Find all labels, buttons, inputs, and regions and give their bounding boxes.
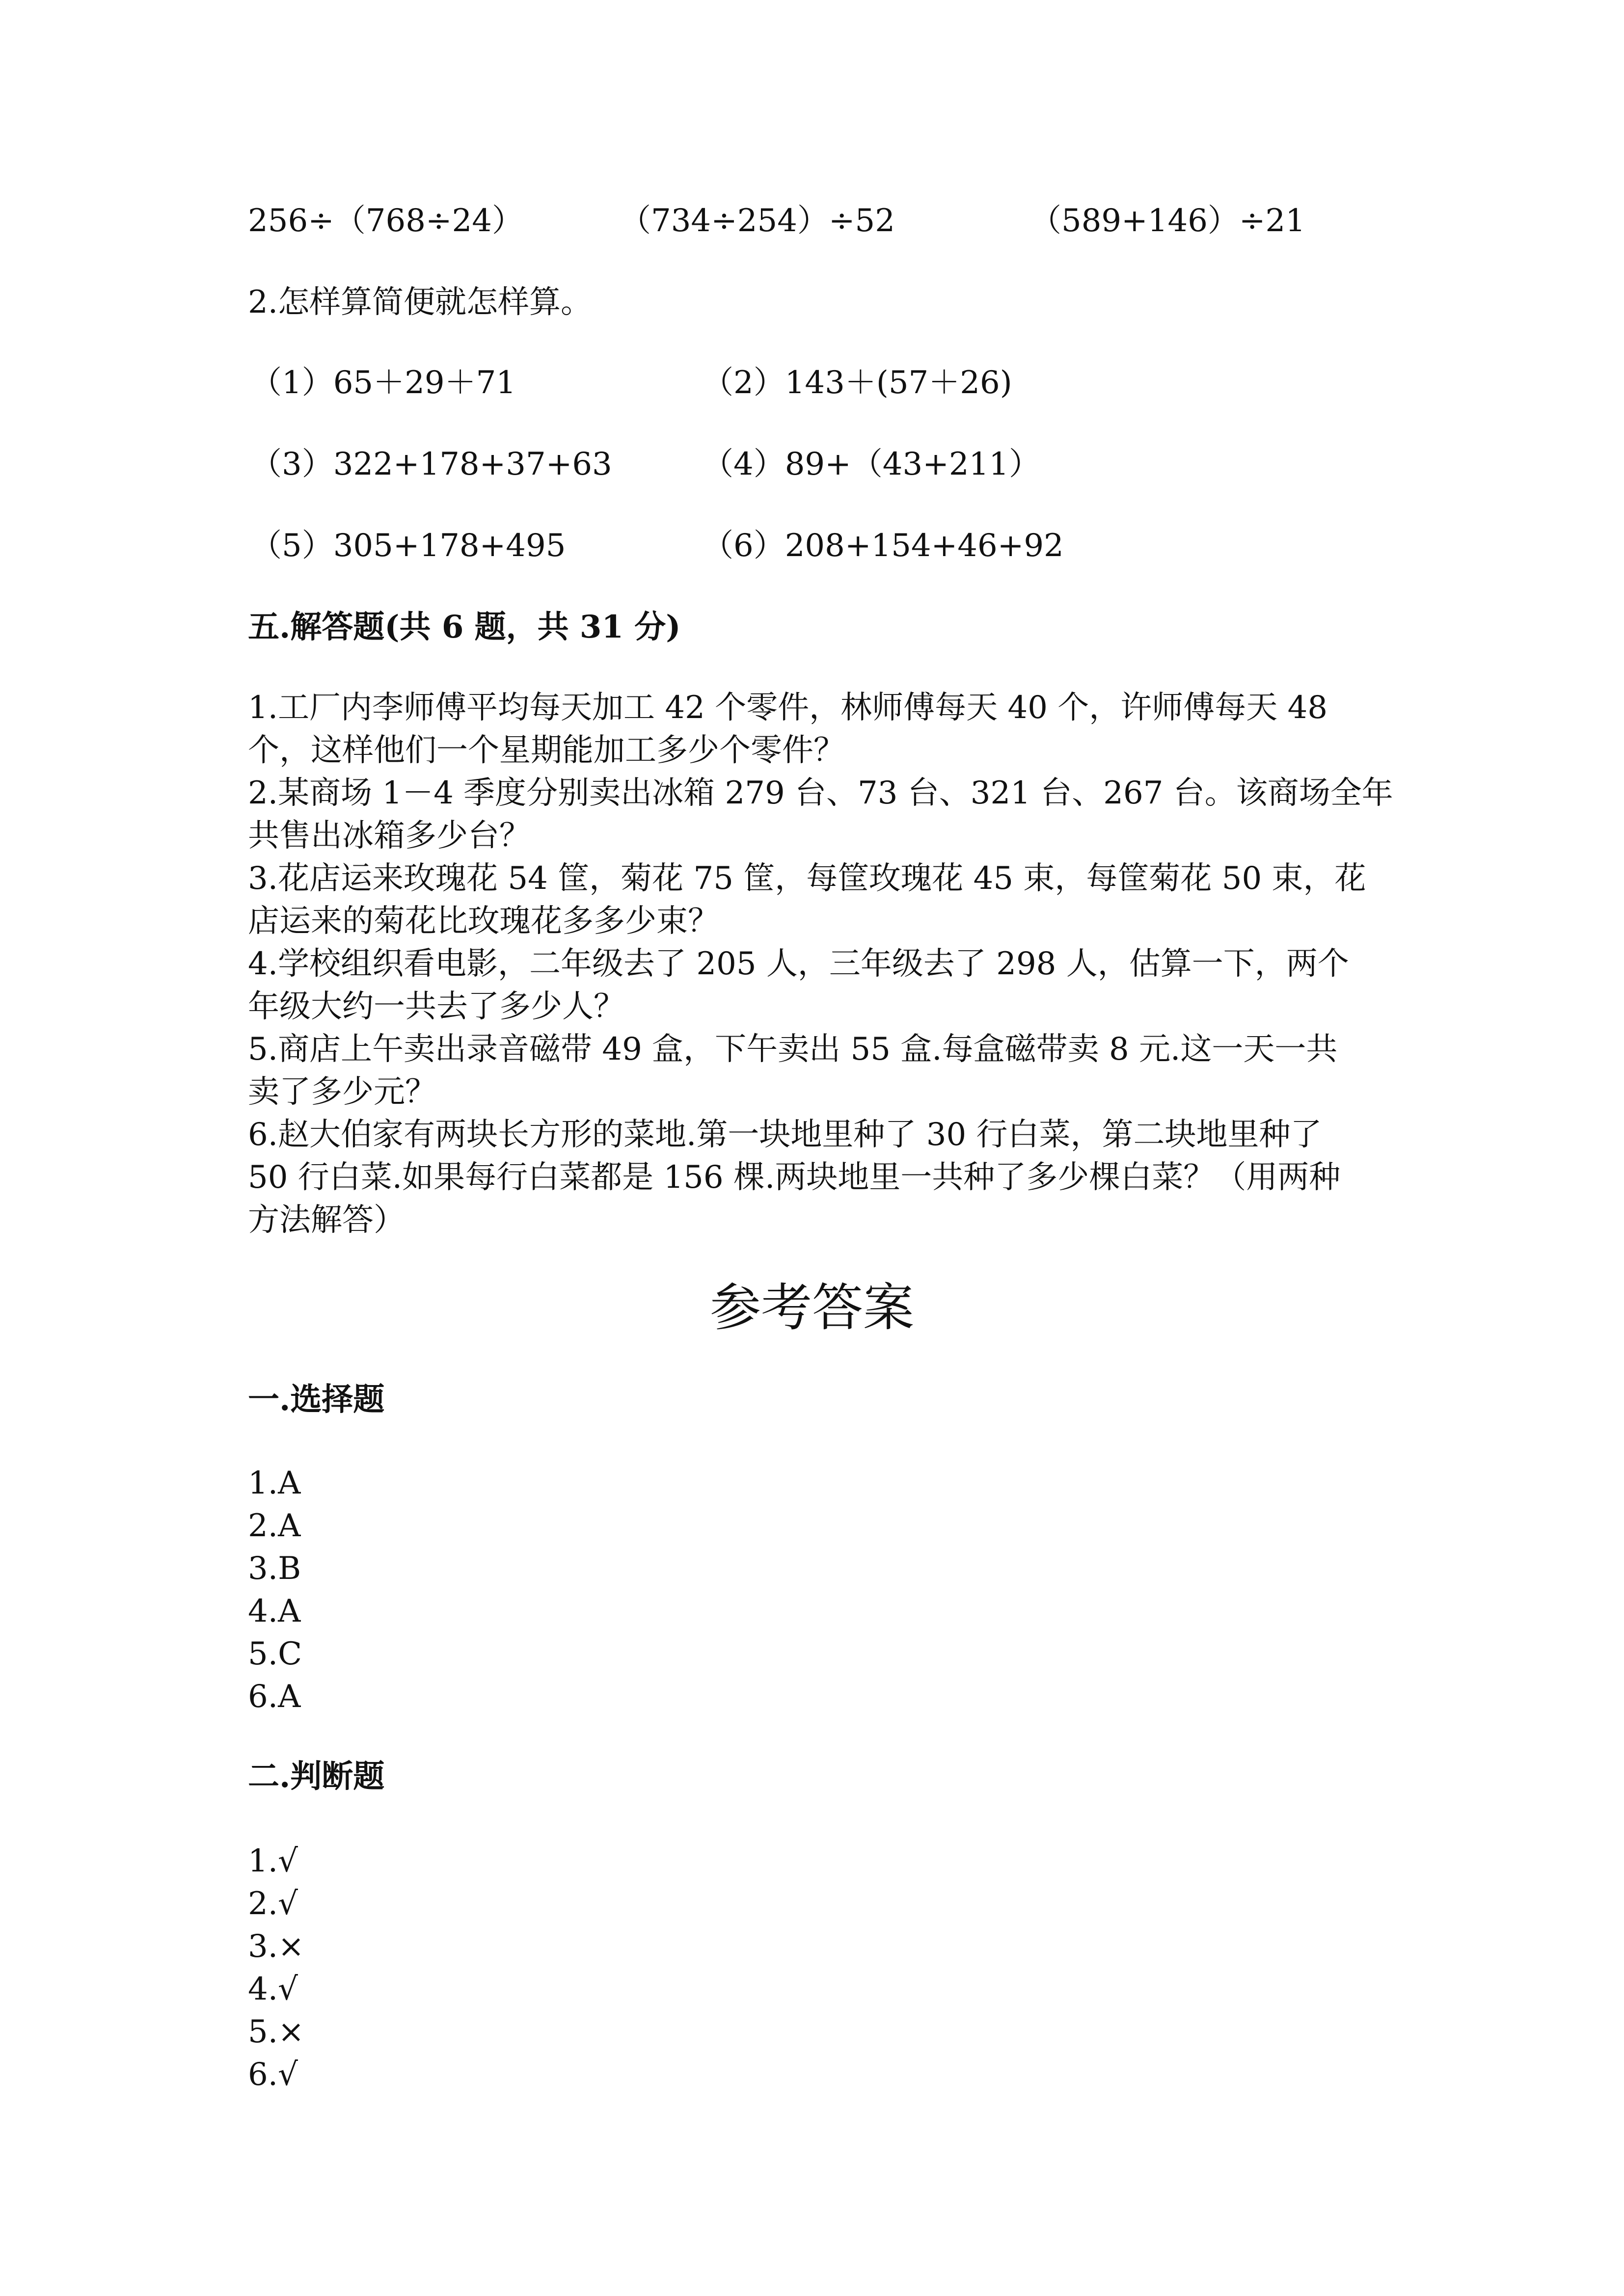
section5-line: 2.某商场 1－4 季度分别卖出冰箱 279 台、73 台、321 台、267 台。该商场全年 [248, 775, 1393, 811]
answer-item: 2.A [248, 1508, 301, 1544]
answers-section2-heading: 二.判断题 [248, 1758, 385, 1795]
q2-item-3: （3）322+178+37+63 [250, 446, 612, 482]
answer-item: 3.B [248, 1550, 301, 1587]
answer-item: 1.A [248, 1465, 301, 1501]
answer-item: 5.C [248, 1636, 302, 1672]
q2-heading: 2.怎样算简便就怎样算。 [248, 284, 593, 320]
q2-item-4: （4）89+（43+211） [702, 446, 1040, 482]
answer-item: 6.A [248, 1679, 301, 1715]
section5-line: 共售出冰箱多少台？ [248, 818, 531, 854]
section5-line: 50 行白菜.如果每行白菜都是 156 棵.两块地里一共种了多少棵白菜？（用两种 [248, 1159, 1341, 1196]
q2-item-1: （1）65＋29＋71 [250, 365, 516, 401]
q2-item-6: （6）208+154+46+92 [702, 528, 1064, 564]
top-expression-2: （734÷254）÷52 [620, 203, 895, 239]
section5-line: 5.商店上午卖出录音磁带 49 盒，下午卖出 55 盒.每盒磁带卖 8 元.这一天一共 [248, 1031, 1338, 1068]
section5-line: 4.学校组织看电影，二年级去了 205 人，三年级去了 298 人，估算一下，两个 [248, 946, 1349, 982]
section5-line: 店运来的菊花比玫瑰花多多少束？ [248, 903, 719, 939]
top-expression-1: 256÷（768÷24） [248, 203, 523, 239]
section5-line: 方法解答） [248, 1202, 405, 1238]
answer-item: 1.√ [248, 1843, 298, 1879]
answer-item: 5.× [248, 2014, 304, 2050]
section5-line: 3.花店运来玫瑰花 54 筐，菊花 75 筐，每筐玫瑰花 45 束，每筐菊花 50 束，花 [248, 860, 1366, 897]
answer-item: 4.√ [248, 1971, 298, 2007]
section5-line: 6.赵大伯家有两块长方形的菜地.第一块地里种了 30 行白菜，第二块地里种了 [248, 1117, 1322, 1153]
section5-line: 年级大约一共去了多少人？ [248, 988, 625, 1025]
section5-heading: 五.解答题(共 6 题，共 31 分) [248, 609, 681, 645]
answer-title: 参考答案 [709, 1278, 914, 1337]
answer-item: 2.√ [248, 1886, 298, 1922]
section5-line: 1.工厂内李师傅平均每天加工 42 个零件，林师傅每天 40 个，许师傅每天 48 [248, 690, 1328, 726]
answers-section1-heading: 一.选择题 [248, 1381, 385, 1418]
q2-item-5: （5）305+178+495 [250, 528, 566, 564]
q2-item-2: （2）143＋(57＋26) [702, 365, 1012, 401]
top-expression-3: （589+146）÷21 [1030, 203, 1305, 239]
section5-line: 个，这样他们一个星期能加工多少个零件？ [248, 732, 845, 769]
section5-line: 卖了多少元？ [248, 1074, 436, 1110]
answer-item: 3.× [248, 1928, 304, 1965]
answer-item: 6.√ [248, 2056, 298, 2093]
answer-item: 4.A [248, 1593, 301, 1629]
